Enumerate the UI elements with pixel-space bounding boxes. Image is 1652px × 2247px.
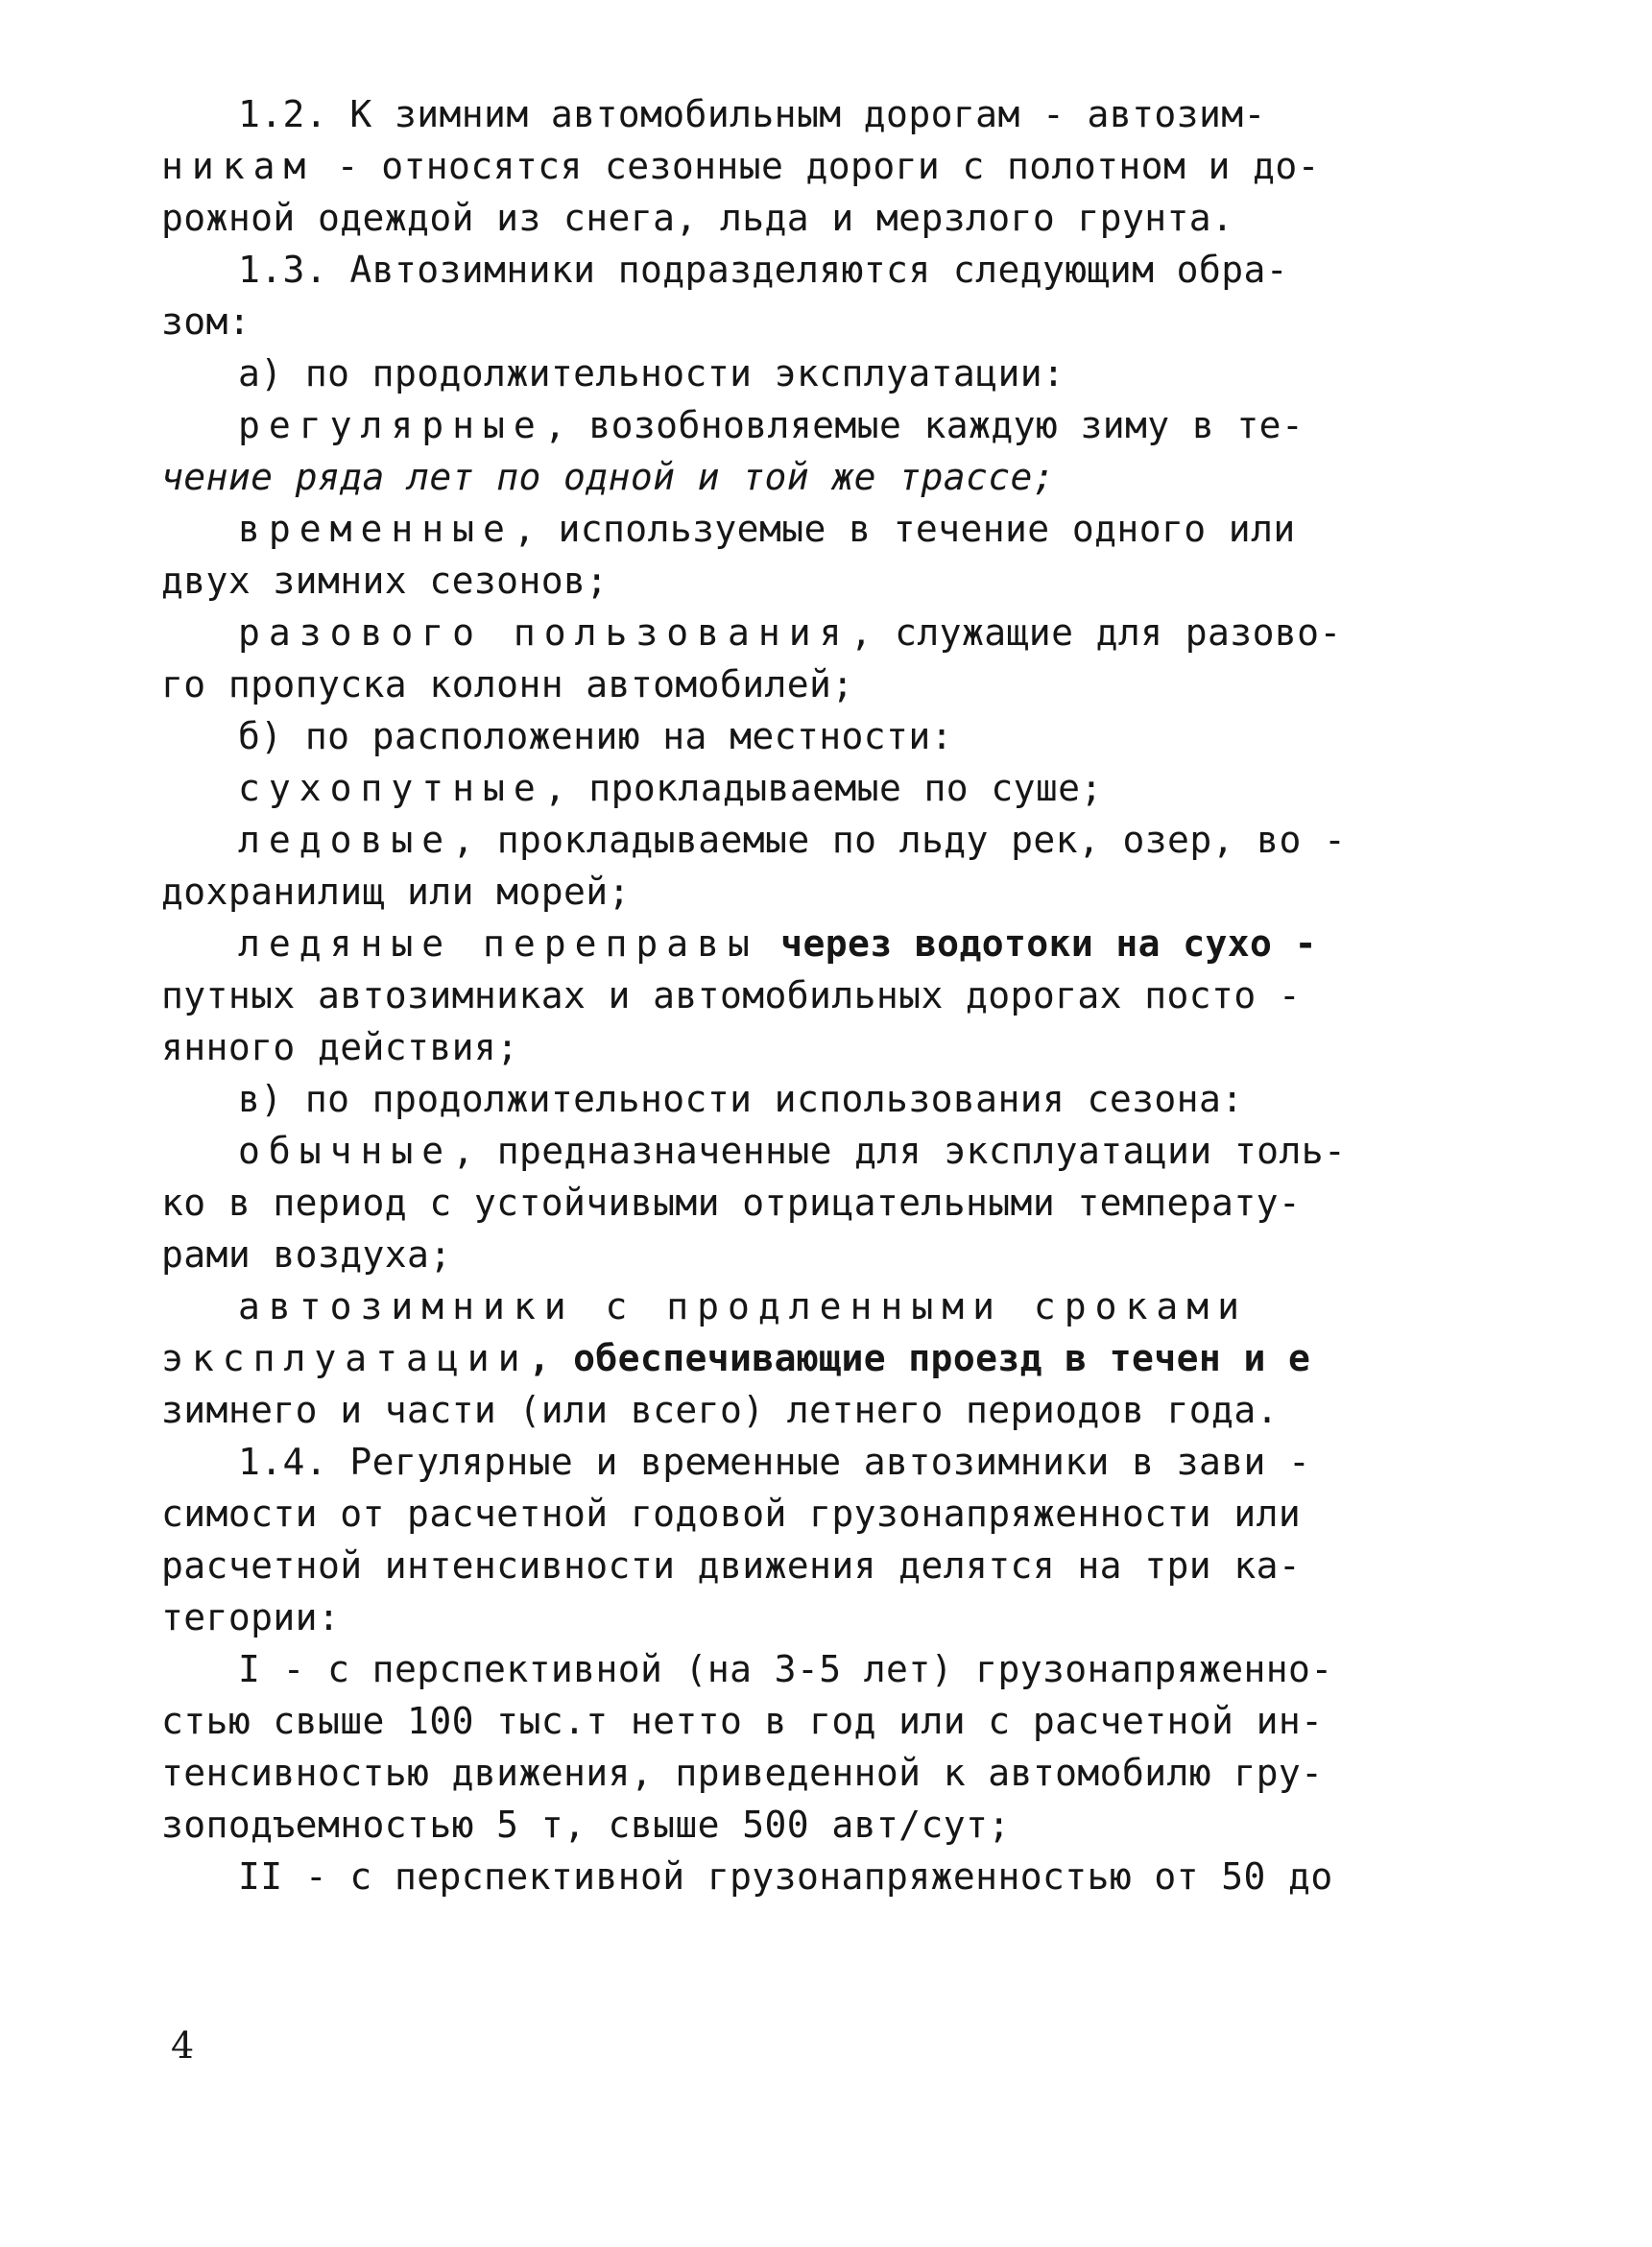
text-span: 1.3. Автозимники подразделяются следующим обра-	[238, 249, 1289, 291]
text-line	[161, 1125, 1496, 1177]
text-span: путных автозимниках и автомобильных дорогах посто -	[161, 974, 1302, 1016]
text-line	[161, 1695, 1496, 1747]
text-line	[161, 1280, 1496, 1332]
text-line	[161, 1851, 1496, 1902]
text-line	[161, 918, 1496, 969]
text-span: , прокладываемые по льду рек, озер, во -	[452, 819, 1347, 861]
spaced-term: обычные	[238, 1130, 453, 1172]
spaced-term: ледовые	[238, 819, 453, 861]
document-body	[161, 88, 1496, 1902]
text-span: б) по расположению на местности:	[238, 715, 953, 757]
text-line	[161, 1073, 1496, 1125]
text-line	[161, 1177, 1496, 1229]
text-span: 1.4. Регулярные и временные автозимники в зави -	[238, 1441, 1311, 1483]
text-span: стью свыше 100 тыс.т нетто в год или с расчетной ин-	[161, 1700, 1324, 1742]
text-line	[161, 1799, 1496, 1851]
text-line	[161, 1384, 1496, 1436]
spaced-term: временные	[238, 508, 514, 550]
text-span: II - с перспективной грузонапряженностью от 50 до	[238, 1855, 1333, 1898]
text-span: симости от расчетной годовой грузонапряженности или	[161, 1493, 1302, 1535]
text-line	[161, 451, 1496, 503]
text-line	[161, 347, 1496, 399]
text-line	[161, 814, 1496, 866]
text-span: , прокладываемые по суше;	[543, 767, 1103, 809]
text-line	[161, 1021, 1496, 1073]
page-number: 4	[171, 2024, 195, 2067]
text-span: зимнего и части (или всего) летнего периодов года.	[161, 1389, 1279, 1431]
text-line	[161, 969, 1496, 1021]
spaced-term: эксплуатации	[161, 1337, 529, 1379]
text-line	[161, 1229, 1496, 1280]
text-span: рами воздуха;	[161, 1233, 452, 1276]
text-span: , предназначенные для эксплуатации толь-	[452, 1130, 1347, 1172]
text-span: , обеспечивающие проезд в течен и е	[528, 1337, 1311, 1379]
text-line	[161, 1488, 1496, 1540]
text-span: зоподъемностью 5 т, свыше 500 авт/сут;	[161, 1804, 1011, 1846]
text-line	[161, 658, 1496, 710]
text-span: тегории:	[161, 1596, 341, 1638]
text-span: рожной одеждой из снега, льда и мерзлого грунта.	[161, 197, 1234, 239]
text-line	[161, 88, 1496, 140]
text-span: чение ряда лет по одной и той же трассе;	[161, 456, 1056, 498]
text-line	[161, 1747, 1496, 1799]
text-line	[161, 1643, 1496, 1695]
text-line	[161, 399, 1496, 451]
text-line	[161, 192, 1496, 244]
text-span: , возобновляемые каждую зиму в те-	[543, 404, 1305, 446]
text-span: , служащие для разово-	[850, 611, 1342, 654]
text-span: через водотоки на сухо -	[757, 922, 1317, 965]
text-span: двух зимних сезонов;	[161, 560, 609, 602]
text-span: а) по продолжительности эксплуатации:	[238, 352, 1065, 394]
text-span: расчетной интенсивности движения делятся на три ка-	[161, 1544, 1302, 1587]
text-span: - относятся сезонные дороги с полотном и до-	[314, 145, 1320, 187]
text-line	[161, 1540, 1496, 1591]
text-span: в) по продолжительности использования сезона:	[238, 1078, 1244, 1120]
text-span: , используемые в течение одного или	[513, 508, 1296, 550]
text-line	[161, 1436, 1496, 1488]
text-line	[161, 607, 1496, 658]
text-line	[161, 710, 1496, 762]
text-line	[161, 1591, 1496, 1643]
text-span: тенсивностью движения, приведенной к автомобилю гру-	[161, 1752, 1324, 1794]
spaced-term: разового пользования	[238, 611, 850, 654]
text-span: дохранилищ или морей;	[161, 871, 631, 913]
spaced-term: автозимники с продленными сроками	[238, 1285, 1248, 1327]
spaced-term: сухопутные	[238, 767, 544, 809]
text-span: янного действия;	[161, 1026, 519, 1068]
text-span: ко в период с устойчивыми отрицательными температу-	[161, 1182, 1302, 1224]
text-line	[161, 296, 1496, 347]
spaced-term: никам	[161, 145, 315, 187]
text-line	[161, 1332, 1496, 1384]
spaced-term: ледяные переправы	[238, 922, 758, 965]
text-line	[161, 503, 1496, 555]
text-span: 1.2. К зимним автомобильным дорогам - автозим-	[238, 93, 1266, 135]
text-line	[161, 140, 1496, 192]
spaced-term: регулярные	[238, 404, 544, 446]
text-line	[161, 555, 1496, 607]
text-line	[161, 244, 1496, 296]
text-span: I - с перспективной (на 3-5 лет) грузонапряженно-	[238, 1648, 1333, 1690]
text-line	[161, 762, 1496, 814]
text-span: го пропуска колонн автомобилей;	[161, 663, 854, 705]
text-line	[161, 866, 1496, 918]
text-span: зом:	[161, 300, 251, 343]
